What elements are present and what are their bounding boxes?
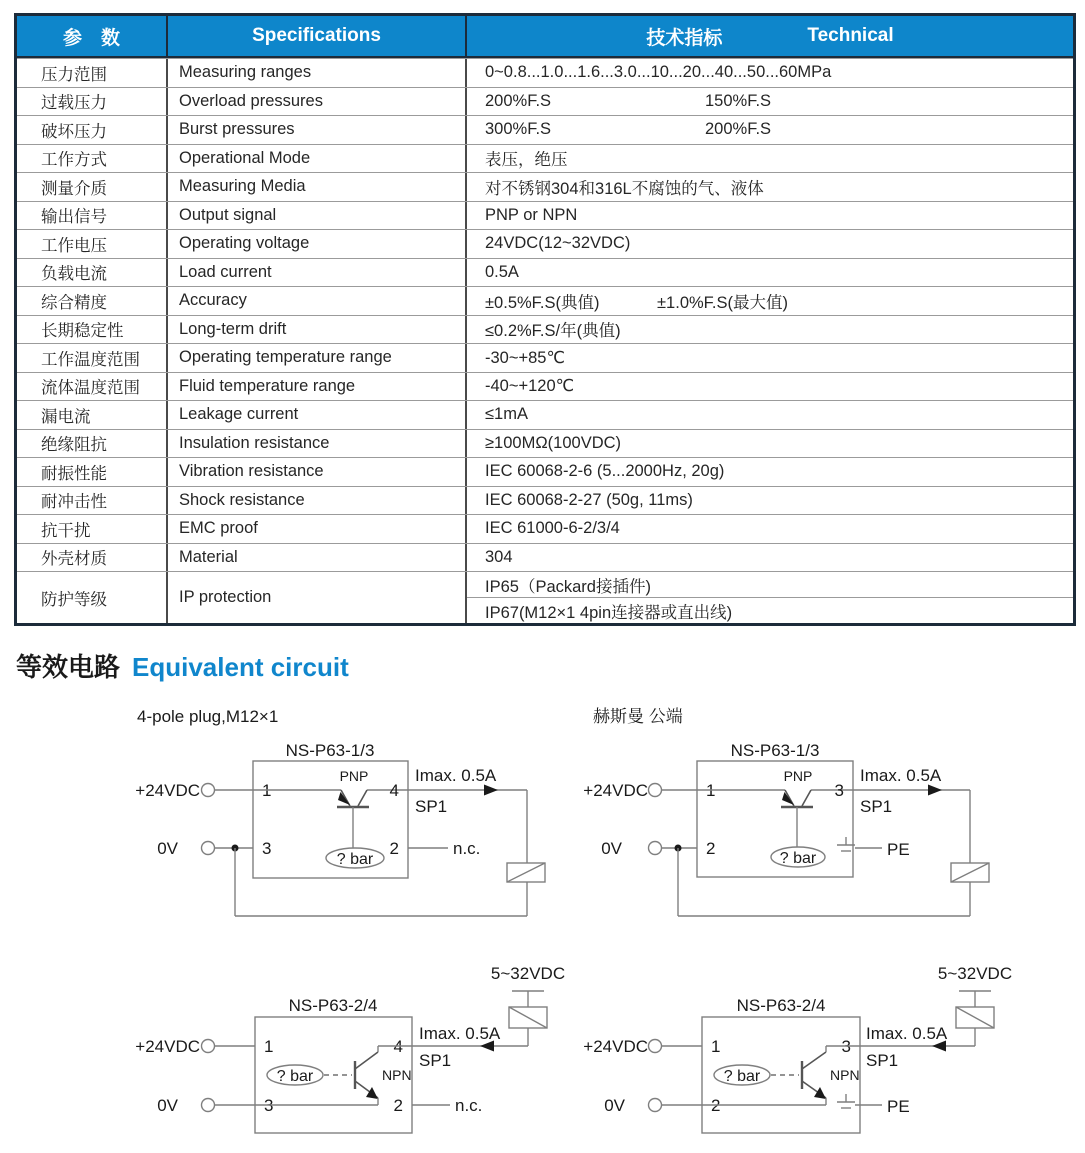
value-cell (465, 316, 1073, 344)
value-text: ±0.5%F.S(典值) (485, 293, 600, 312)
bar-label: ? bar (276, 1068, 314, 1085)
table-row (17, 457, 1073, 486)
param-cell: 长期稳定性 (41, 322, 124, 341)
spec-table (14, 13, 1076, 626)
spec-cell: Load current (166, 259, 465, 287)
nc-label: n.c. (453, 839, 481, 858)
vplus-label: +24VDC (135, 781, 200, 800)
pin-2: 2 (389, 839, 399, 858)
table-row (17, 543, 1073, 572)
terminal-icon (649, 1040, 662, 1053)
section-title-en: Equivalent circuit (132, 652, 349, 682)
pe-label: PE (887, 840, 910, 859)
spec-cell: Output signal (166, 202, 465, 230)
pin-3: 3 (262, 839, 272, 858)
value-text: ≤0.2%F.S/年(典值) (485, 322, 621, 341)
sp1-label: SP1 (415, 797, 448, 816)
circuit-npn-m12 (100, 940, 570, 1153)
table-row-ip-protection (17, 571, 1073, 623)
spec-cell: Operational Mode (166, 145, 465, 173)
bar-label: ? bar (723, 1068, 761, 1085)
param-cell: 综合精度 (41, 293, 107, 312)
param-cell: 抗干扰 (41, 521, 91, 540)
param-cell: 外壳材质 (41, 550, 107, 569)
ip65-value: IP65（Packard接插件) (485, 577, 651, 596)
transistor-type-label: NPN (382, 1067, 412, 1083)
spec-cell: EMC proof (166, 515, 465, 543)
nc-label: n.c. (455, 1096, 483, 1115)
value-text: 200%F.S (485, 91, 552, 110)
header-specifications: Specifications (166, 16, 465, 56)
value-cell (465, 344, 1073, 372)
pin-1: 1 (262, 781, 272, 800)
table-row (17, 486, 1073, 515)
spec-cell: Fluid temperature range (166, 373, 465, 401)
value-text: 304 (485, 547, 513, 566)
value-text: 24VDC(12~32VDC) (485, 234, 631, 253)
header-technical (465, 16, 1073, 56)
table-row (17, 258, 1073, 287)
imax-label: Imax. 0.5A (860, 766, 942, 785)
spec-cell: IP protection (166, 572, 465, 623)
terminal-icon (202, 1099, 215, 1112)
table-row (17, 87, 1073, 116)
circuit-pnp-m12 (100, 700, 560, 935)
spec-cell: Insulation resistance (166, 430, 465, 458)
pin-4: 4 (389, 781, 399, 800)
sp1-label: SP1 (866, 1051, 899, 1070)
pin-2: 2 (711, 1096, 721, 1115)
model-label: NS-P63-2/4 (736, 996, 826, 1015)
transistor-type-label: PNP (339, 768, 369, 784)
value-cell (465, 173, 1073, 201)
value-cell (465, 202, 1073, 230)
pin-1: 1 (711, 1037, 721, 1056)
param-cell: 工作方式 (41, 151, 107, 170)
table-row (17, 286, 1073, 315)
section-title (16, 652, 349, 683)
value-text-2: 150%F.S (705, 91, 772, 110)
value-text: ≥100MΩ(100VDC) (485, 433, 622, 452)
supply-label: 5~32VDC (490, 964, 566, 983)
value-cell (465, 59, 1073, 87)
bar-label: ? bar (336, 851, 374, 868)
param-cell: 压力范围 (41, 65, 107, 84)
terminal-icon (202, 784, 215, 797)
supply-terminal-icon (512, 991, 544, 1007)
param-cell: 工作温度范围 (41, 350, 140, 369)
vzero-label: 0V (604, 1096, 625, 1115)
sp1-label: SP1 (419, 1051, 452, 1070)
value-cell (465, 116, 1073, 144)
model-label: NS-P63-2/4 (288, 996, 378, 1015)
current-arrow-icon (484, 785, 498, 796)
spec-cell: Accuracy (166, 287, 465, 315)
terminal-icon (649, 1099, 662, 1112)
model-label: NS-P63-1/3 (730, 741, 820, 760)
table-row (17, 201, 1073, 230)
spec-cell: Long-term drift (166, 316, 465, 344)
imax-label: Imax. 0.5A (866, 1024, 948, 1043)
pin-3: 3 (264, 1096, 274, 1115)
terminal-icon (649, 842, 662, 855)
vzero-label: 0V (157, 1096, 178, 1115)
pin-3: 3 (834, 781, 844, 800)
terminal-icon (649, 784, 662, 797)
value-text: -40~+120℃ (485, 377, 575, 396)
spec-cell: Leakage current (166, 401, 465, 429)
table-row (17, 172, 1073, 201)
value-text: IEC 60068-2-6 (5...2000Hz, 20g) (485, 462, 725, 481)
table-row (17, 400, 1073, 429)
value-text-2: 200%F.S (705, 120, 772, 139)
table-row (17, 372, 1073, 401)
param-cell: 绝缘阻抗 (41, 436, 107, 455)
value-text: 表压，绝压 (485, 151, 568, 170)
vzero-label: 0V (157, 839, 178, 858)
spec-cell: Shock resistance (166, 487, 465, 515)
current-arrow-icon (928, 785, 942, 796)
table-row (17, 115, 1073, 144)
pin-3: 3 (841, 1037, 851, 1056)
ip67-value: IP67(M12×1 4pin连接器或直出线) (467, 597, 1073, 623)
spec-cell: Operating voltage (166, 230, 465, 258)
value-text: 300%F.S (485, 120, 552, 139)
value-text: 0~0.8...1.0...1.6...3.0...10...20...40...50...60MPa (485, 63, 832, 82)
vplus-label: +24VDC (583, 1037, 648, 1056)
value-text: PNP or NPN (485, 205, 578, 224)
terminal-icon (202, 1040, 215, 1053)
param-cell: 耐振性能 (41, 464, 107, 483)
imax-label: Imax. 0.5A (415, 766, 497, 785)
value-cell (465, 401, 1073, 429)
pin-1: 1 (706, 781, 716, 800)
value-cell (465, 572, 1073, 623)
vzero-label: 0V (601, 839, 622, 858)
pin-1: 1 (264, 1037, 274, 1056)
table-row (17, 343, 1073, 372)
value-cell (465, 430, 1073, 458)
imax-label: Imax. 0.5A (419, 1024, 501, 1043)
param-cell: 负载电流 (41, 265, 107, 284)
pin-2: 2 (706, 839, 716, 858)
value-text: 对不锈钢304和316L不腐蚀的气、液体 (485, 179, 764, 198)
param-cell: 漏电流 (41, 407, 91, 426)
value-cell (465, 373, 1073, 401)
spec-cell: Measuring Media (166, 173, 465, 201)
circuit-caption: 赫斯曼 公端 (593, 707, 683, 726)
value-text: 0.5A (485, 262, 519, 281)
param-cell: 流体温度范围 (41, 379, 140, 398)
table-row (17, 429, 1073, 458)
value-cell (465, 544, 1073, 572)
spec-cell: Burst pressures (166, 116, 465, 144)
value-text: IEC 60068-2-27 (50g, 11ms) (485, 490, 693, 509)
table-row (17, 144, 1073, 173)
spec-cell: Overload pressures (166, 88, 465, 116)
value-cell (465, 515, 1073, 543)
param-cell: 防护等级 (41, 590, 107, 609)
model-label: NS-P63-1/3 (285, 741, 375, 760)
spec-cell: Material (166, 544, 465, 572)
header-technical-cn: 技术指标 (646, 27, 723, 49)
circuit-npn-hirschmann (560, 940, 1030, 1153)
transistor-type-label: NPN (830, 1067, 860, 1083)
param-cell: 输出信号 (41, 208, 107, 227)
param-cell: 破坏压力 (41, 122, 107, 141)
vplus-label: +24VDC (583, 781, 648, 800)
value-text: IEC 61000-6-2/3/4 (485, 519, 620, 538)
value-text: -30~+85℃ (485, 348, 566, 367)
param-cell: 过载压力 (41, 94, 107, 113)
terminal-icon (202, 842, 215, 855)
value-cell (465, 230, 1073, 258)
spec-cell: Vibration resistance (166, 458, 465, 486)
pin-4: 4 (393, 1037, 403, 1056)
table-row (17, 514, 1073, 543)
value-cell (465, 259, 1073, 287)
sp1-label: SP1 (860, 797, 893, 816)
transistor-type-label: PNP (783, 768, 813, 784)
bar-label: ? bar (779, 850, 817, 867)
pe-label: PE (887, 1097, 910, 1116)
supply-label: 5~32VDC (937, 964, 1013, 983)
spec-cell: Operating temperature range (166, 344, 465, 372)
value-cell (465, 458, 1073, 486)
param-cell: 测量介质 (41, 179, 107, 198)
value-cell (465, 88, 1073, 116)
value-cell (465, 487, 1073, 515)
circuit-pnp-hirschmann (560, 700, 1020, 935)
param-cell: 工作电压 (41, 236, 107, 255)
table-row (17, 315, 1073, 344)
pin-2: 2 (393, 1096, 403, 1115)
value-text-2: ±1.0%F.S(最大值) (657, 293, 788, 312)
spec-cell: Measuring ranges (166, 59, 465, 87)
table-row (17, 58, 1073, 87)
section-title-cn: 等效电路 (16, 652, 121, 682)
table-row (17, 229, 1073, 258)
header-technical-en: Technical (807, 25, 894, 46)
circuit-caption: 4-pole plug,M12×1 (137, 707, 279, 726)
supply-terminal-icon (959, 991, 991, 1007)
vplus-label: +24VDC (135, 1037, 200, 1056)
value-text: ≤1mA (485, 405, 528, 424)
param-cell: 耐冲击性 (41, 493, 107, 512)
table-header (17, 16, 1073, 58)
value-cell (465, 145, 1073, 173)
header-param: 参 数 (62, 27, 120, 49)
value-cell (465, 287, 1073, 315)
